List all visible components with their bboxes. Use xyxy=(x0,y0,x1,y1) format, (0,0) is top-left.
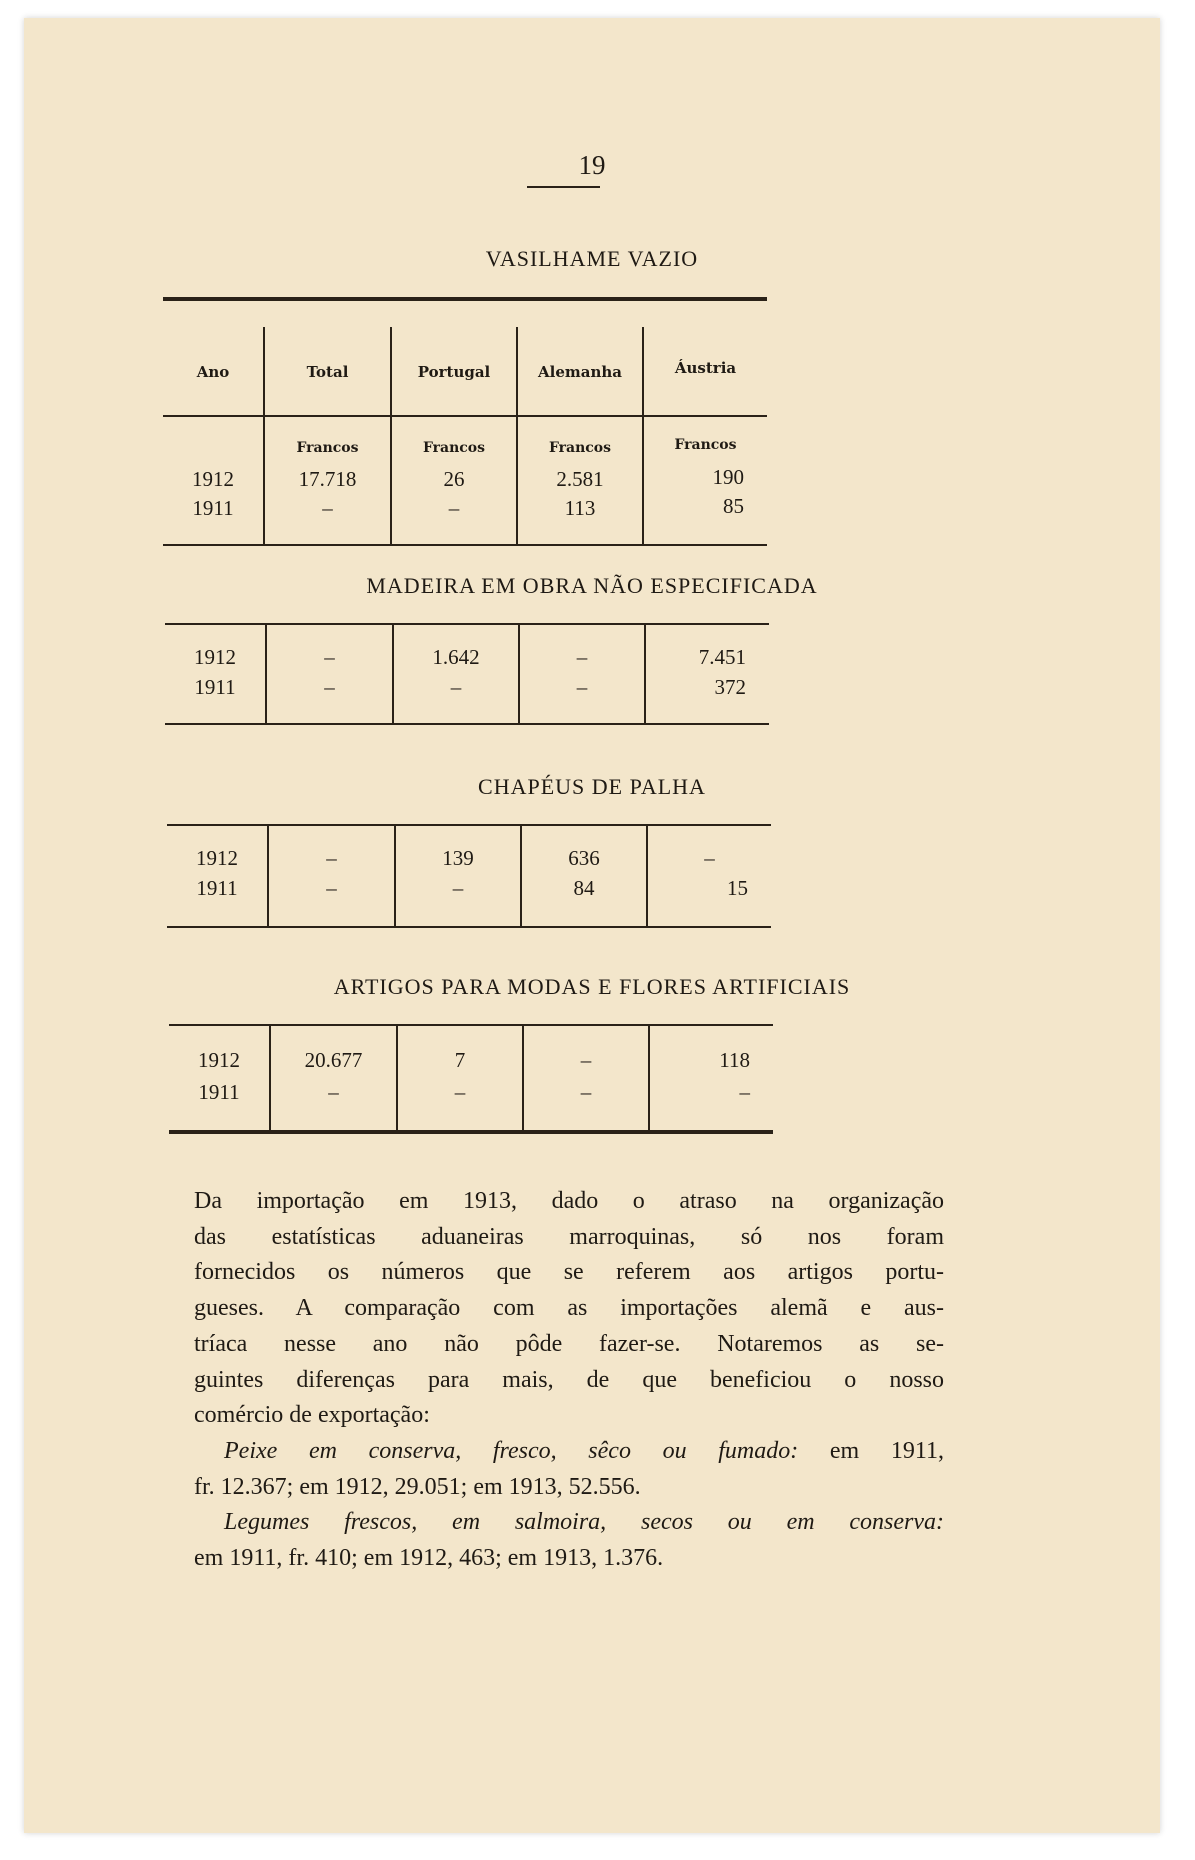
column-header-alemanha: Alemanha xyxy=(537,363,622,381)
table-title-chapeus: CHAPÉUS DE PALHA xyxy=(478,774,706,799)
table-cell: – xyxy=(739,1080,750,1104)
table-rule-bottom xyxy=(165,723,769,725)
page-number: 19 xyxy=(578,150,606,180)
row-year: 1911 xyxy=(192,496,234,520)
header-rule xyxy=(265,415,767,417)
table-cell: 113 xyxy=(564,496,596,520)
document-page xyxy=(24,18,1160,1833)
row-year: 1912 xyxy=(196,846,238,870)
row-year: 1912 xyxy=(192,467,234,491)
table-cell: 372 xyxy=(714,675,746,699)
table-cell: 636 xyxy=(568,846,600,870)
column-divider xyxy=(269,1026,271,1130)
table-cell: – xyxy=(576,645,588,669)
item-legumes-line xyxy=(194,1505,944,1541)
table-cell: 1.642 xyxy=(432,645,480,669)
item-peixe-line xyxy=(194,1434,944,1470)
table-cell: 17.718 xyxy=(298,467,357,491)
table-cell: 15 xyxy=(727,876,748,900)
unit-label: Francos xyxy=(674,437,737,453)
row-year: 1911 xyxy=(194,675,236,699)
table-cell: – xyxy=(322,496,333,520)
table-vasilhame-vazio xyxy=(163,297,767,546)
item-legumes-label: Legumes frescos, em salmoira, secos ou em conserva: xyxy=(224,1509,944,1536)
column-divider xyxy=(396,1026,398,1130)
item-peixe-values: fr. 12.367; em 1912, 29.051; em 1913, 52.556. xyxy=(194,1473,641,1500)
unit-label: Francos xyxy=(548,440,612,456)
paragraph-line: das estatísticas aduaneiras marroquinas, só nos foram xyxy=(194,1223,944,1250)
table-cell: 190 xyxy=(712,465,744,489)
table-cell: 2.581 xyxy=(556,467,604,491)
table-rule-top xyxy=(163,297,767,301)
table-cell: 26 xyxy=(443,467,465,491)
table-cell: – xyxy=(324,675,335,699)
table-cell: 118 xyxy=(719,1048,750,1072)
table-cell: – xyxy=(452,876,464,900)
table-cell: 20.677 xyxy=(304,1048,363,1072)
table-rule-top xyxy=(167,824,771,826)
table-cell: 7.451 xyxy=(698,645,746,669)
table-artigos xyxy=(169,1024,773,1134)
table-rule-bottom xyxy=(163,544,767,546)
row-year: 1912 xyxy=(194,645,236,669)
paragraph-line: Da importação em 1913, dado o atraso na organização xyxy=(194,1188,944,1214)
paragraph-line: gueses. A comparação com as importações alemã e aus- xyxy=(194,1295,944,1322)
paragraph-line: guintes diferenças para mais, de que beneficiou o nosso xyxy=(194,1366,944,1393)
table-cell: – xyxy=(328,1080,339,1104)
table-cell: – xyxy=(326,846,337,870)
row-year: 1911 xyxy=(198,1080,240,1104)
table-cell: 84 xyxy=(573,876,595,900)
table-cell: – xyxy=(704,846,715,870)
column-divider xyxy=(648,1026,650,1130)
header-rule xyxy=(163,415,263,417)
item-peixe-value: em 1911, xyxy=(798,1437,944,1464)
table-rule-top xyxy=(169,1024,773,1026)
table-title-artigos: ARTIGOS PARA MODAS E FLORES ARTIFICIAIS xyxy=(333,974,851,999)
unit-label: Francos xyxy=(422,440,486,456)
item-legumes-values: em 1911, fr. 410; em 1912, 463; em 1913, 1.376. xyxy=(194,1545,664,1572)
body-text xyxy=(194,1184,944,1577)
page-number-underline xyxy=(527,186,600,188)
column-header-portugal: Portugal xyxy=(417,363,491,381)
table-chapeus xyxy=(167,824,771,928)
table-title-vasilhame-vazio: VASILHAME VAZIO xyxy=(485,246,699,271)
unit-label: Francos xyxy=(296,440,359,456)
table-cell: – xyxy=(576,675,588,699)
table-cell: – xyxy=(580,1048,592,1072)
paragraph-line: tríaca nesse ano não pôde fazer-se. Notaremos as se- xyxy=(194,1330,944,1357)
table-cell: – xyxy=(454,1080,466,1104)
table-title-madeira: MADEIRA EM OBRA NÃO ESPECIFICADA xyxy=(366,573,818,598)
table-cell: 85 xyxy=(723,494,744,518)
table-cell: – xyxy=(448,496,460,520)
item-peixe-label: Peixe em conserva, fresco, sêco ou fumado: xyxy=(224,1437,799,1464)
column-divider xyxy=(522,1026,524,1130)
row-year: 1912 xyxy=(198,1048,240,1072)
table-cell: 139 xyxy=(442,846,474,870)
column-header-ano: Ano xyxy=(196,363,230,381)
table-rule-top xyxy=(165,623,769,625)
column-header-austria: Áustria xyxy=(674,359,737,377)
table-cell: – xyxy=(326,876,337,900)
paragraph-line: fornecidos os números que se referem aos artigos portu- xyxy=(194,1259,944,1286)
paragraph-line: comércio de exportação: xyxy=(194,1402,430,1429)
table-cell: – xyxy=(324,645,335,669)
table-rule-bottom xyxy=(167,926,771,928)
column-header-total: Total xyxy=(306,363,349,381)
table-madeira xyxy=(165,623,769,725)
table-rule-bottom xyxy=(169,1130,773,1134)
table-cell: 7 xyxy=(454,1048,466,1072)
table-cell: – xyxy=(580,1080,592,1104)
table-cell: – xyxy=(450,675,462,699)
row-year: 1911 xyxy=(196,876,238,900)
